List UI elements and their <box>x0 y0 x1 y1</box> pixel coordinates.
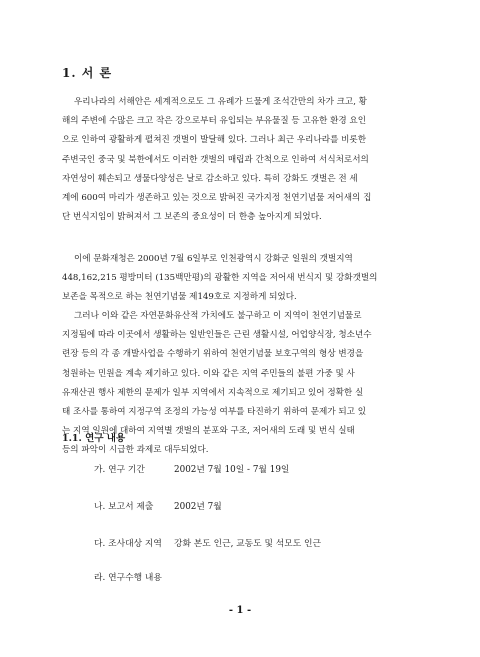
paragraph-line: 유재산권 행사 제한의 문제가 일부 지역에서 지속적으로 제기되고 있어 정확한 실 <box>62 387 364 398</box>
info-value: 2002년 7월 <box>174 502 222 512</box>
page-number: - 1 - <box>228 605 252 616</box>
paragraph-line: 우리나라의 서해안은 세계적으로도 그 유례가 드물게 조석간만의 차가 크고, 황 <box>74 97 367 107</box>
info-row-period <box>94 462 290 475</box>
paragraph-line: 단 번식지임이 밝혀져서 그 보존의 중요성이 더 한층 높아지게 되었다. <box>62 212 322 223</box>
paragraph-line: 련장 등의 각 종 개발사업을 수행하기 위하여 천연기념물 보호구역의 형상 변경을 <box>62 349 364 360</box>
info-value: 2002년 7월 10일 - 7월 19일 <box>174 465 290 475</box>
paragraph-line: 448,162,215 평방미터 (135백만평)의 광활한 지역을 저어새 번식지 및 강화갯벌의 <box>62 273 378 284</box>
info-row-report <box>94 499 222 512</box>
paragraph-line: 주변국인 중국 및 북한에서도 이러한 갯벌의 매립과 간척으로 인하여 서식처로서의 <box>62 154 369 165</box>
paragraph-line: 등의 파악이 시급한 과제로 대두되었다. <box>62 445 209 456</box>
paragraph-line: 으로 인하여 광활하게 펼쳐진 갯벌이 발달해 있다. 그러나 최근 우리나라를 비롯한 <box>62 135 367 146</box>
section-heading: 1. 서 론 <box>62 66 113 80</box>
subsection-heading: 1.1. 연구 내용 <box>62 433 126 444</box>
info-label: 라. 연구수행 내용 <box>94 573 162 583</box>
paragraph-line: 해의 주변에 수많은 크고 작은 강으로부터 유입되는 부유물질 등 고유한 환경 요인 <box>62 116 367 127</box>
paragraph-line: 는 지역 일원에 대하여 지역별 갯벌의 분포와 구조, 저어새의 도래 및 번식 실태 <box>62 426 355 437</box>
paragraph-line: 그러나 이와 같은 자연문화유산적 가치에도 불구하고 이 지역이 천연기념물로 <box>74 311 362 321</box>
paragraph-line: 태 조사를 통하여 지정구역 조정의 가능성 여부를 타진하기 위하여 문제가 되고 있 <box>62 407 367 418</box>
info-value: 강화 본도 인근, 교동도 및 석모도 인근 <box>174 539 322 549</box>
info-row-area <box>94 536 322 549</box>
info-row-contents <box>94 570 162 583</box>
paragraph-line: 이에 문화재청은 2000년 7월 6일부로 인천광역시 강화군 일원의 갯벌지역 <box>74 254 353 264</box>
paragraph-1 <box>62 93 434 227</box>
info-label: 가. 연구 기간 <box>94 465 145 475</box>
info-label: 나. 보고서 제출 <box>94 502 154 512</box>
paragraph-2 <box>62 250 434 308</box>
paragraph-line: 청원하는 민원을 계속 제기하고 있다. 이와 같은 지역 주민들의 불편 가중 및 사 <box>62 368 355 379</box>
paragraph-line: 계에 600여 마리가 생존하고 있는 것으로 밝혀진 국가지정 천연기념물 저어새의 집 <box>62 193 372 204</box>
paragraph-line: 자연성이 훼손되고 생물다양성은 날로 감소하고 있다. 특히 강화도 갯벌은 전 세 <box>62 173 358 184</box>
paragraph-line: 지정됨에 따라 이곳에서 생활하는 일반인들은 근린 생활시설, 어업양식장, 청소년수 <box>62 330 372 341</box>
info-label: 다. 조사대상 지역 <box>94 539 162 549</box>
paragraph-line: 보존을 목적으로 하는 천연기념물 제149호로 지정하게 되었다. <box>62 292 297 303</box>
